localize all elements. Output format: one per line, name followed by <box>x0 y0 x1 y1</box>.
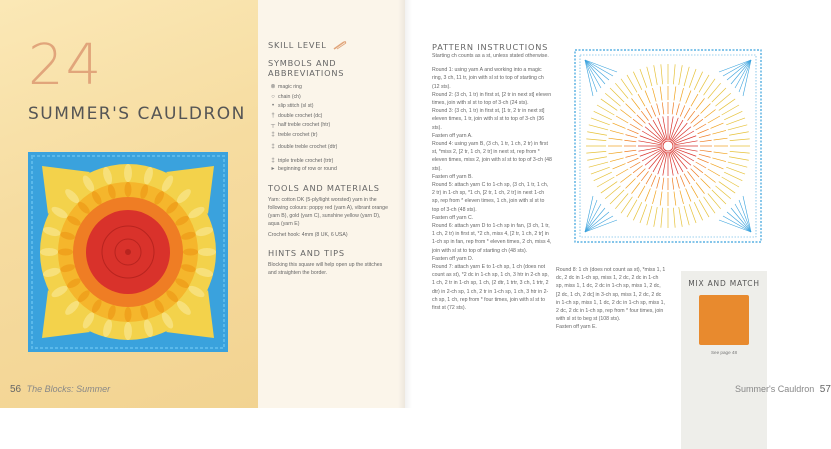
stitch-stroke <box>686 188 691 201</box>
right-folio <box>735 384 831 395</box>
stitch-stroke <box>630 162 640 168</box>
stitch-stroke <box>630 124 640 130</box>
round-8-block <box>556 266 666 332</box>
skill-level-heading: SKILL LEVEL <box>268 40 327 50</box>
stitch-stroke <box>615 193 628 208</box>
stitch-stroke <box>673 64 675 84</box>
stitch-stroke <box>640 69 647 88</box>
half-treble-icon: ┬ <box>270 122 276 129</box>
stitch-stroke <box>594 111 612 119</box>
stitch-stroke <box>726 118 745 125</box>
stitch-stroke <box>691 169 699 177</box>
stitch-stroke <box>605 93 620 106</box>
stitch-stroke <box>626 179 636 189</box>
round-start-icon: ▸ <box>271 165 275 172</box>
symbol-label: double treble crochet (dtr) <box>278 143 338 150</box>
right-running-head: Summer's Cauldron <box>735 384 815 394</box>
corner-stroke <box>735 204 751 232</box>
hook-icon <box>333 40 347 50</box>
stitch-stroke <box>652 190 656 204</box>
stitch-stroke <box>672 102 674 114</box>
stitch-stroke <box>687 111 694 121</box>
stitch-stroke <box>625 135 637 138</box>
petal <box>198 248 216 256</box>
stitch-stroke <box>700 150 712 152</box>
stitch-stroke <box>633 165 643 172</box>
symbol-item <box>268 157 388 165</box>
petal <box>58 249 73 256</box>
stitch-stroke <box>662 102 664 114</box>
stitch-stroke <box>715 93 730 106</box>
stitch-stroke <box>693 119 703 126</box>
diagram-orange-round <box>624 102 712 190</box>
corner-stroke <box>585 60 613 76</box>
hints-heading: HINTS AND TIPS <box>268 247 345 258</box>
mix-and-match-title: MIX AND MATCH <box>688 279 760 288</box>
stitch-stroke <box>624 150 636 152</box>
petal <box>125 182 132 197</box>
stitch-stroke <box>591 167 610 174</box>
stitch-stroke <box>689 69 696 88</box>
stitch-stroke <box>646 108 652 118</box>
stitch-stroke <box>627 129 638 134</box>
stitch-stroke <box>652 88 656 102</box>
left-running-head: The Blocks: Summer <box>26 384 111 394</box>
stitch-stroke <box>726 167 745 174</box>
stitch-stroke <box>637 169 645 177</box>
stitch-stroke <box>641 171 648 181</box>
chain-icon: ○ <box>271 93 275 100</box>
right-page-number: 57 <box>819 384 831 395</box>
stitch-stroke <box>715 186 730 199</box>
stitch-stroke <box>674 192 676 206</box>
stitch-stroke <box>589 125 608 130</box>
symbols-list <box>268 83 388 175</box>
petal <box>124 322 132 340</box>
stitch-stroke <box>696 182 705 193</box>
stitch-stroke <box>631 98 640 109</box>
symbol-item <box>268 131 388 139</box>
stitch-stroke <box>696 162 706 168</box>
stitch-stroke <box>679 207 682 227</box>
round-text: Round 3: (3 ch, 1 tr) in first st, [1 tr, 2 tr in next st] eleven times, 1 tr, join with sl st to top of 3-ch (36 sts). <box>432 108 545 131</box>
stitch-stroke <box>637 115 645 123</box>
stitch-stroke <box>616 116 628 123</box>
pattern-title: SUMMER'S CAULDRON <box>28 104 246 124</box>
stitch-stroke <box>728 162 747 167</box>
stitch-stroke <box>684 108 690 118</box>
stitch-stroke <box>660 192 662 206</box>
stitch-stroke <box>710 123 723 128</box>
stitch-stroke <box>626 104 636 114</box>
symbol-item <box>268 102 388 112</box>
pattern-instructions <box>432 42 552 312</box>
triple-treble-icon: ‡ <box>271 157 275 164</box>
stitch-stroke <box>586 151 606 153</box>
stitch-stroke <box>613 164 626 169</box>
stitch-stroke <box>647 206 652 225</box>
stitch-stroke <box>680 105 685 116</box>
double-treble-icon: ‡ <box>271 143 275 150</box>
stitch-stroke <box>589 162 608 167</box>
symbol-label: double crochet (dc) <box>278 112 323 119</box>
symbol-item <box>268 143 388 151</box>
stitch-stroke <box>684 206 689 225</box>
double-crochet-icon: † <box>271 112 275 119</box>
left-page <box>0 0 405 408</box>
info-column <box>268 40 388 277</box>
symbol-label: slip stitch (sl st) <box>278 103 314 110</box>
stitch-stroke <box>710 164 723 169</box>
pattern-heading: PATTERN INSTRUCTIONS <box>432 42 549 52</box>
diagram-red-center <box>638 116 698 176</box>
skill-level <box>268 40 388 50</box>
stitch-stroke <box>701 179 711 189</box>
stitch-stroke <box>691 115 699 123</box>
symbol-label: magic ring <box>278 84 302 90</box>
petal <box>40 248 58 256</box>
stitch-stroke <box>657 103 660 115</box>
stitch-stroke <box>724 172 742 180</box>
stitch-stroke <box>651 176 656 187</box>
round-text: Round 1: using yarn A and working into a magic ring, 3 ch, 11 tr, join with sl st to top of starting ch (12 sts). <box>432 67 544 90</box>
petal <box>183 249 198 256</box>
symbol-item <box>268 112 388 122</box>
stitch-stroke <box>694 72 702 90</box>
round-text: Round 2: (3 ch, 1 tr) in first st, [2 tr in next st] eleven times, join with sl st to top of 3-ch (24 sts). <box>432 91 552 107</box>
stitch-stroke <box>680 176 685 187</box>
stitch-stroke <box>729 157 749 160</box>
fasten-off-text: Fasten off yarn D. <box>432 255 474 262</box>
stitch-stroke <box>673 208 675 228</box>
round-text: Round 4: using yarn B, (3 ch, 1 tr, 1 ch, 2 tr) in first st, *miss 2, [2 tr, 1 ch, 2 tr] in next st, rep from * eleven times, miss 2, join with sl st to top of 3-ch (48 sts). <box>432 141 552 172</box>
stitch-stroke <box>680 88 684 102</box>
stitch-stroke <box>638 94 645 106</box>
stitch-stroke <box>620 109 631 118</box>
mix-and-match-caption: See page 48 <box>710 350 738 355</box>
stitch-stroke <box>610 158 624 162</box>
stitch-stroke <box>676 103 679 115</box>
round-text: Round 6: attach yarn D to 1-ch sp in fan, (3 ch, 1 tr, 1 ch, 2 tr) in first st, *2 ch, miss 4, [2 tr, 1 ch, 2 tr] in 1-ch sp in fan, rep from * eleven times, 2 ch, miss 4, join with sl st to top of starting ch (48 sts). <box>432 223 552 254</box>
stitch-stroke <box>616 169 628 176</box>
stitch-stroke <box>674 87 676 101</box>
stitch-stroke <box>633 72 641 90</box>
stitch-stroke <box>680 190 684 204</box>
corner-stroke <box>585 204 601 232</box>
crochet-square-photo <box>28 152 228 352</box>
stitch-stroke <box>712 88 726 102</box>
stitch-stroke <box>615 83 628 98</box>
stitch-stroke <box>594 172 612 180</box>
stitch-stroke <box>633 202 641 220</box>
corner-stroke <box>585 60 601 88</box>
stitch-stroke <box>724 111 742 119</box>
stitch-stroke <box>728 125 747 130</box>
stitch-stroke <box>620 174 631 183</box>
symbol-label: treble crochet (tr) <box>278 131 318 138</box>
symbol-label: beginning of row or round <box>278 165 337 172</box>
corner-stroke <box>723 216 751 232</box>
stitch-stroke <box>700 140 712 142</box>
stitch-stroke <box>638 186 645 198</box>
corner-stroke <box>585 216 613 232</box>
stitch-stroke <box>704 174 715 183</box>
treble-icon: ‡ <box>271 131 275 138</box>
symbol-label: chain (ch) <box>278 93 301 100</box>
corner-stroke <box>735 60 751 88</box>
stitch-stroke <box>610 88 624 102</box>
stitch-stroke <box>712 190 726 204</box>
tools-section <box>268 183 388 240</box>
hints-text: Blocking this square will help open up the stitches and straighten the border. <box>268 261 383 276</box>
stitch-stroke <box>645 91 650 104</box>
stitch-stroke <box>730 151 750 153</box>
symbol-item <box>268 121 388 131</box>
stitch-stroke <box>712 130 726 134</box>
stitch-stroke <box>627 158 638 163</box>
stitch-stroke <box>640 204 647 223</box>
stitch-stroke <box>610 130 624 134</box>
stitch-stroke <box>661 208 663 228</box>
fasten-off-text: Fasten off yarn E. <box>556 324 597 331</box>
gutter-shadow <box>398 0 412 408</box>
stitch-stroke <box>631 182 640 193</box>
stitch-stroke <box>624 140 636 142</box>
stitch-stroke <box>647 67 652 86</box>
stitch-stroke <box>605 186 620 199</box>
stitch-stroke <box>684 174 690 184</box>
stitch-stroke <box>714 138 728 140</box>
left-folio <box>10 384 110 395</box>
stitch-stroke <box>696 98 705 109</box>
stitch-stroke <box>591 118 610 125</box>
magic-ring-icon: ⊗ <box>270 84 276 90</box>
stitch-stroke <box>698 129 709 134</box>
pattern-number: 24 <box>28 33 104 98</box>
fasten-off-text: Fasten off yarn A. <box>432 132 473 139</box>
round-text: Round 8: 1 ch (does not count as st), *miss 1, 1 dc, 2 dc in 1-ch sp, miss 1, 2 dc, 2 dc in 1-ch sp, miss 1, 1 dc, 2 dc in 1-ch sp, miss 1, 2 dc, [2 dc, 1 ch, 2 dc] in 3-ch sp, miss 1, 2 dc, 2 dc in 1-ch sp, miss 1, 1 dc, 2 dc in 1-ch sp, miss 1, 2 dc, 2 dc in 1-ch sp, rep from * four times, join with sl st to beg st (108 sts). <box>556 267 666 323</box>
stitch-stroke <box>712 158 726 162</box>
stitch-stroke <box>654 65 657 85</box>
stitch-stroke <box>689 204 696 223</box>
stitch-stroke <box>662 178 664 190</box>
stitch-stroke <box>701 104 711 114</box>
stitch-stroke <box>654 207 657 227</box>
stitch-stroke <box>645 188 650 201</box>
mix-and-match-thumbnail[interactable] <box>699 295 749 345</box>
stitch-stroke <box>698 158 709 163</box>
symbol-item <box>268 83 388 93</box>
fasten-off-text: Fasten off yarn B. <box>432 173 473 180</box>
stitch-stroke <box>708 193 721 208</box>
symbols-heading: SYMBOLS AND ABBREVIATIONS <box>268 58 345 78</box>
round-text: Round 5: attach yarn C to 1-ch sp, (3 ch, 1 tr, 1 ch, 2 tr) in 1-ch sp, *1 ch, [2 tr, 1 ch, 2 tr] in next 1-ch sp, rep from * eleven times, 1 ch, join with sl st to top of 3-ch (48 sts). <box>432 182 549 213</box>
stitch-stroke <box>657 177 660 189</box>
symbol-item <box>268 165 388 175</box>
stitch-stroke <box>641 111 648 121</box>
symbol-item <box>268 93 388 103</box>
stitch-stroke <box>679 65 682 85</box>
stitch-stroke <box>699 154 711 157</box>
symbol-label: triple treble crochet (trtr) <box>278 157 334 164</box>
stitch-stroke <box>660 87 662 101</box>
left-page-number: 56 <box>10 384 22 395</box>
tools-heading: TOOLS AND MATERIALS <box>268 182 380 193</box>
stitch-stroke <box>586 139 606 141</box>
stitch-stroke <box>672 178 674 190</box>
stitch-stroke <box>613 123 626 128</box>
stitch-stroke <box>729 132 749 135</box>
stitch-stroke <box>708 83 721 98</box>
hints-section <box>268 248 388 277</box>
pattern-intro: Starting ch counts as a st, unless stated otherwise. <box>432 53 549 59</box>
stitch-stroke <box>714 152 728 154</box>
stitch-stroke <box>609 138 623 140</box>
stitch-stroke <box>651 105 656 116</box>
stitch-stroke <box>661 64 663 84</box>
fasten-off-text: Fasten off yarn C. <box>432 214 474 221</box>
petal <box>125 307 132 322</box>
stitch-stroke <box>587 132 607 135</box>
symbols-section <box>268 58 388 175</box>
stitch-stroke <box>625 154 637 157</box>
stitch-stroke <box>708 169 720 176</box>
symbol-label: half treble crochet (htr) <box>278 122 331 129</box>
stitch-stroke <box>699 135 711 138</box>
stitch-stroke <box>587 157 607 160</box>
stitch-stroke <box>610 190 624 204</box>
stitch-diagram <box>571 46 765 246</box>
stitch-stroke <box>696 124 706 130</box>
stitch-stroke <box>693 165 703 172</box>
corner-stroke <box>723 60 751 76</box>
stitch-stroke <box>684 67 689 86</box>
stitch-stroke <box>687 171 694 181</box>
stitch-stroke <box>633 119 643 126</box>
stitch-stroke <box>686 91 691 104</box>
round-text: Round 7: attach yarn E to 1-ch sp, 1 ch (does not count as st), *2 dc in 1-ch sp, 1 ch, 3 htr in 2-ch sp, 1 ch, 2 tr in 1-ch sp, 1 ch, (2 dtr, 1 trtr, 3 ch, 1 trtr, 2 dtr) in 2-ch sp, 1 ch, 2 tr in 1-ch sp, 1 ch, 3 htr in 2-ch sp, 1 ch, rep from * four times, join with sl st to first st (72 sts). <box>432 264 549 312</box>
mix-and-match-panel <box>681 271 771 449</box>
stitch-stroke <box>609 152 623 154</box>
stitch-stroke <box>676 177 679 189</box>
stitch-stroke <box>646 174 652 184</box>
stitch-stroke <box>704 109 715 118</box>
tools-text: Yarn: cotton DK (5-ply/light worsted) yarn in the following colours: poppy red (yarn A), vibrant orange (yarn B), gold (yarn C), sunshine yellow (yarn D), aqua (yarn E) <box>268 196 388 228</box>
stitch-stroke <box>730 139 750 141</box>
stitch-stroke <box>691 186 698 198</box>
stitch-stroke <box>691 94 698 106</box>
slip-stitch-icon: • <box>271 103 275 110</box>
petal <box>124 164 132 182</box>
stitch-stroke <box>694 202 702 220</box>
hook-text: Crochet hook: 4mm (8 UK, 6 USA) <box>268 232 348 239</box>
stitch-stroke <box>708 116 720 123</box>
